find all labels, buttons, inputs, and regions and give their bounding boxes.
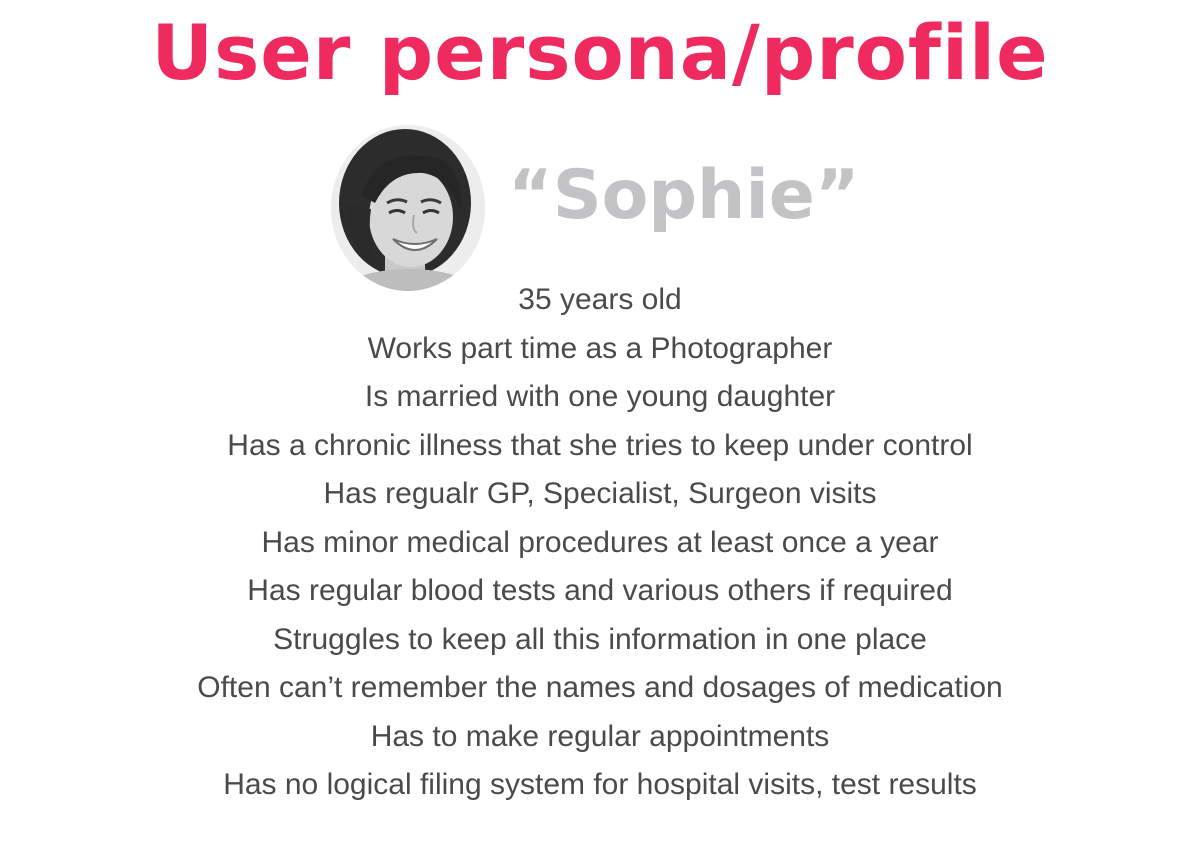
- list-item: Works part time as a Photographer: [367, 331, 833, 365]
- list-item: Has regualr GP, Specialist, Surgeon visits: [323, 477, 877, 510]
- persona-traits-list: [0, 276, 1200, 810]
- list-item: Has a chronic illness that she tries to keep under control: [227, 428, 973, 462]
- list-item: Is married with one young daughter: [364, 380, 836, 413]
- list-item: Has to make regular appointments: [370, 719, 830, 753]
- page-title: User persona/profile: [151, 8, 1049, 97]
- list-item: Has no logical filing system for hospital visits, test results: [223, 768, 977, 801]
- list-item: Has minor medical procedures at least once a year: [261, 525, 939, 559]
- persona-name: “Sophie”: [508, 156, 860, 235]
- list-item: 35 years old: [518, 283, 682, 316]
- list-item: Struggles to keep all this information in one place: [273, 622, 927, 656]
- avatar: [331, 125, 485, 291]
- woman-portrait-icon: [331, 125, 485, 291]
- list-item: Often can’t remember the names and dosages of medication: [197, 671, 1003, 704]
- list-item: Has regular blood tests and various others if required: [247, 574, 953, 607]
